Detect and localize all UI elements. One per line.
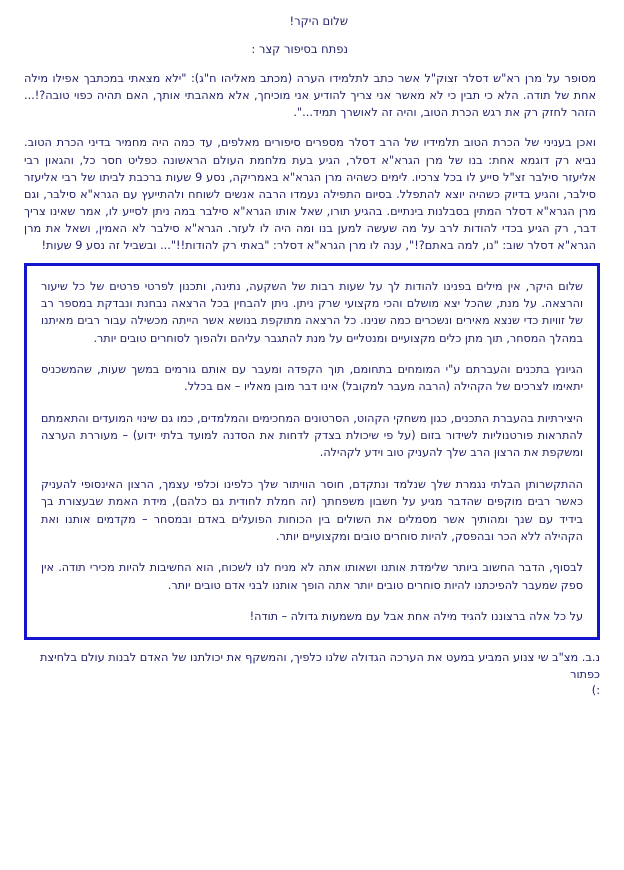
smiley-glyph: :): [591, 684, 600, 698]
framed-paragraph-5: לבסוף, הדבר החשוב ביותר שלימדת אותנו ושאותו אתה לא מניח לנו לשכוח, הוא החשיבות להיות מכירי תודה. אין ספק שמעבר להפיכתנו להיות סוחרים טובים יותר אתה הופך אותנו לבני אדם טובים יותר.: [41, 561, 583, 592]
framed-paragraph-2: הגיונץ בתכנים והעברתם ע"י המומחים בתחומם, תוך הקפדה ומעבר עם אותם גורמים במשך שעות, שהמשכניס יתאימו לצרכים של הקהילה (הרבה מעבר למקובל) אינו דבר מובן מאליו – אם בכלל.: [41, 363, 583, 394]
postscript-note: נ.ב. מצ"ב שי צנוע המביע במעט את הערכה הגדולה שלנו כלפיך, והמשקף את יכולתנו של האדם לבנות עולם בלחיצת כפתור: [40, 651, 600, 682]
intro-paragraph-2: ואכן בעניני של הכרת הטוב תלמידיו של הרב דסלר מספרים סיפורים מאלפים, עד כמה היה מחמיר בדיני הכרת הטוב. נביא רק דוגמא אחת: בנו של מרן הגרא"א דסלר, הגיע בעת מלחמת העולם הראשונה כפליט חסר כל, והגאון רבי אליעזר סילבר זצ"ל סייע לו בכל צרכיו. לימים כשהיה מרן הגרא"א באמריקה, נסע 9 שעות ברכבת לביתו של רבי אליעזר סילבר, והגיע בדיוק כשהיה יוצא להתפלל. בסיום התפילה נעמדו הרבה אנשים לשוחח ולהתייעץ עם הגרא"א סילבר, וגם מרן הגרא"א דסלר המתין בסבלנות בינתיים. בהגיע תורו, שאל אותו הגרא"א סילבר במה ניתן לסייע לו, אמר שאינו צריך דבר, רק הגיע בכדי להודות לרב על מה שעשה למען בנו ומה היה לו לעזר. הגרא"א סילבר לא האמין, ושאל את מרן הגרא"א דסלר שוב: "נו, למה באתם?!", ענה לו מרן הגרא"א דסלר: "באתי רק להודות!!"... ובשביל זה נסע 9 שעות!: [24, 136, 596, 253]
intro-paragraph-1: מסופר על מרן רא"ש דסלר זצוק"ל אשר כתב לתלמידו הערה (מכתב מאליהו ח"ג): "ילא מצאתי במכתבך אפילו מילה אחת של תודה. הלא כי תבין כי לא מאשר אני צריך להודיע אני מוכיחך, אלא מאהבתי אותך, האם תהיה כפוי טובה?!... הזהר לחזק רק את רגש הכרת הטוב, והיה זה לאושרך תמיד...".: [24, 72, 596, 120]
framed-paragraph-6: על כל אלה ברצוננו להגיד מילה אחת אבל עם משמעות גדולה – תודה!: [249, 609, 583, 623]
intro-section: [24, 70, 600, 255]
framed-paragraph-1: שלום היקר, אין מילים בפנינו להודות לך על שעות רבות של השקעה, נתינה, ותכנון לפרטי פרטים של כל שיעור והרצאה. על מנת, שהכל יצא מושלם והכי מקצועי שרק ניתן. ניתן להבחין בכל הרצאה נבחנת ונבדקת במספר רב של זוויות כדי שנצא מאירים ונשכרים כמה שנינו. כל הרצאה מתוקפת בנושא אשר הייתה מכשילה עבור רבים מאיתנו במהלך המסחר, תוך מתן כלים מקצועיים ומנטליים על מנת להתגבר עליהם ולהפוך לסוחרים טובים יותר.: [41, 279, 583, 345]
framed-paragraph-4: ההתקשרותן הבלתי נגמרת שלך שנלמד ונתקדם, חוסר הוויתור שלך כלפינו וכלפי עצמך, הרצון האינסופי להעניק כאשר רבים מוקפים שהדבר מגיע על חשבון משפחתך (זה חמלת לחודית גם כלהם), מידת האמת שבעצורת בך בידיד עם שנך ומהותיך אשר מסמלים את השולים בין הכוחות הפועלים באדם ובמסחר – מקדמים אותנו ואת הקהילה ללא הכר ובהפסק, להיות סוחרים טובים ומקצועיים יותר.: [41, 477, 583, 543]
highlighted-letter-box: [24, 263, 600, 641]
greeting-line: שלום היקר!: [289, 14, 348, 28]
framed-paragraph-3: היצירתיות בהעברת התכנים, כגון משחקי הקהוט, הסרטונים המחכימים והמלמדים, כמו גם שינוי המועדים והתאמתם להתראות פורטנוליות לשידור בזום (על פי שיכולת בצדק לדחות את הסדנה למועד בלתי ידוע) – מעוררת הערצה ומשקפת את הרצון הרב שלך להעניק טוב וידע לקהילה.: [41, 411, 583, 460]
lead-line: נפתח בסיפור קצר :: [251, 42, 348, 56]
